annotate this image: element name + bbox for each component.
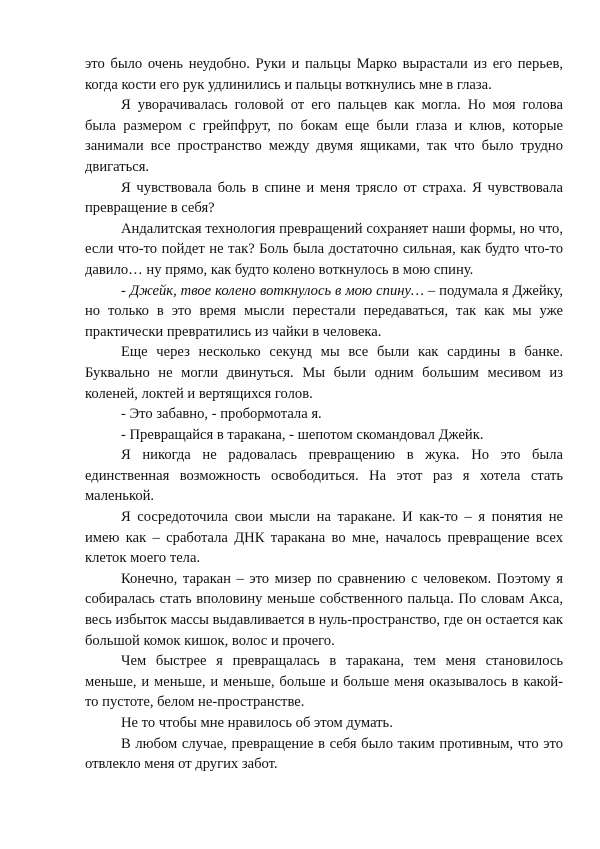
paragraph: Конечно, таракан – это мизер по сравнению с человеком. Поэтому я собиралась стать вполовину меньше собственного пальца. По словам Акса, весь избыток массы выдавливается в нуль-пространство, где он остается как большой комок кишок, волос и прочего. [85,570,563,649]
paragraph: Не то чтобы мне нравилось об этом думать. [121,715,393,731]
dialogue-line: - Это забавно, - пробормотала я. [121,406,322,423]
paragraph: Чем быстрее я превращалась в таракана, тем меня становилось меньше, и меньше, и меньше, больше и больше меня оказывалось в какой-то пустоте, белом не-пространстве. [85,653,563,711]
paragraph-text: – подумала я Джейку, но только в это время мысли перестали передаваться, так как мы уже практически превратились из чайки в человека. [85,282,563,340]
paragraph: Еще через несколько секунд мы все были как сардины в банке. Буквально не могли двинуться. Мы были одним большим месивом из коленей, локтей и вертящихся голов. [85,344,563,402]
paragraph-with-thought [85,281,563,343]
paragraph: Я никогда не радовалась превращению в жука. Но это была единственная возможность освободиться. На этот раз я хотела стать маленькой. [85,447,563,505]
paragraph: Я сосредоточила свои мысли на таракане. И как-то – я понятия не имею как – сработала ДНК таракана во мне, началось превращение всех клеток моего тела. [85,509,563,567]
italic-thought: - Джейк, твое колено воткнулось в мою спину… [121,282,424,299]
paragraph: это было очень неудобно. Руки и пальцы Марко вырастали из его перьев, когда кости его рук удлинились и пальцы воткнулись мне в глаза. [85,56,563,93]
paragraph: Я чувствовала боль в спине и меня трясло от страха. Я чувствовала превращение в себя? [85,179,563,217]
document-page [85,54,563,775]
dialogue-line: - Превращайся в таракана, - шепотом скомандовал Джейк. [121,426,484,443]
paragraph: Андалитская технология превращений сохраняет наши формы, но что, если что-то пойдет не так? Боль была достаточно сильная, как будто что-то давило… ну прямо, как будто колено воткнулось в мою спину. [85,220,563,278]
paragraph: Я уворачивалась головой от его пальцев как могла. Но моя голова была размером с грейпфрут, по бокам еще были глаза и клюв, которые занимали все пространство между двумя ящиками, так что было трудно двигаться. [85,97,563,175]
paragraph: В любом случае, превращение в себя было таким противным, что это отвлекло меня от других забот. [85,735,563,773]
